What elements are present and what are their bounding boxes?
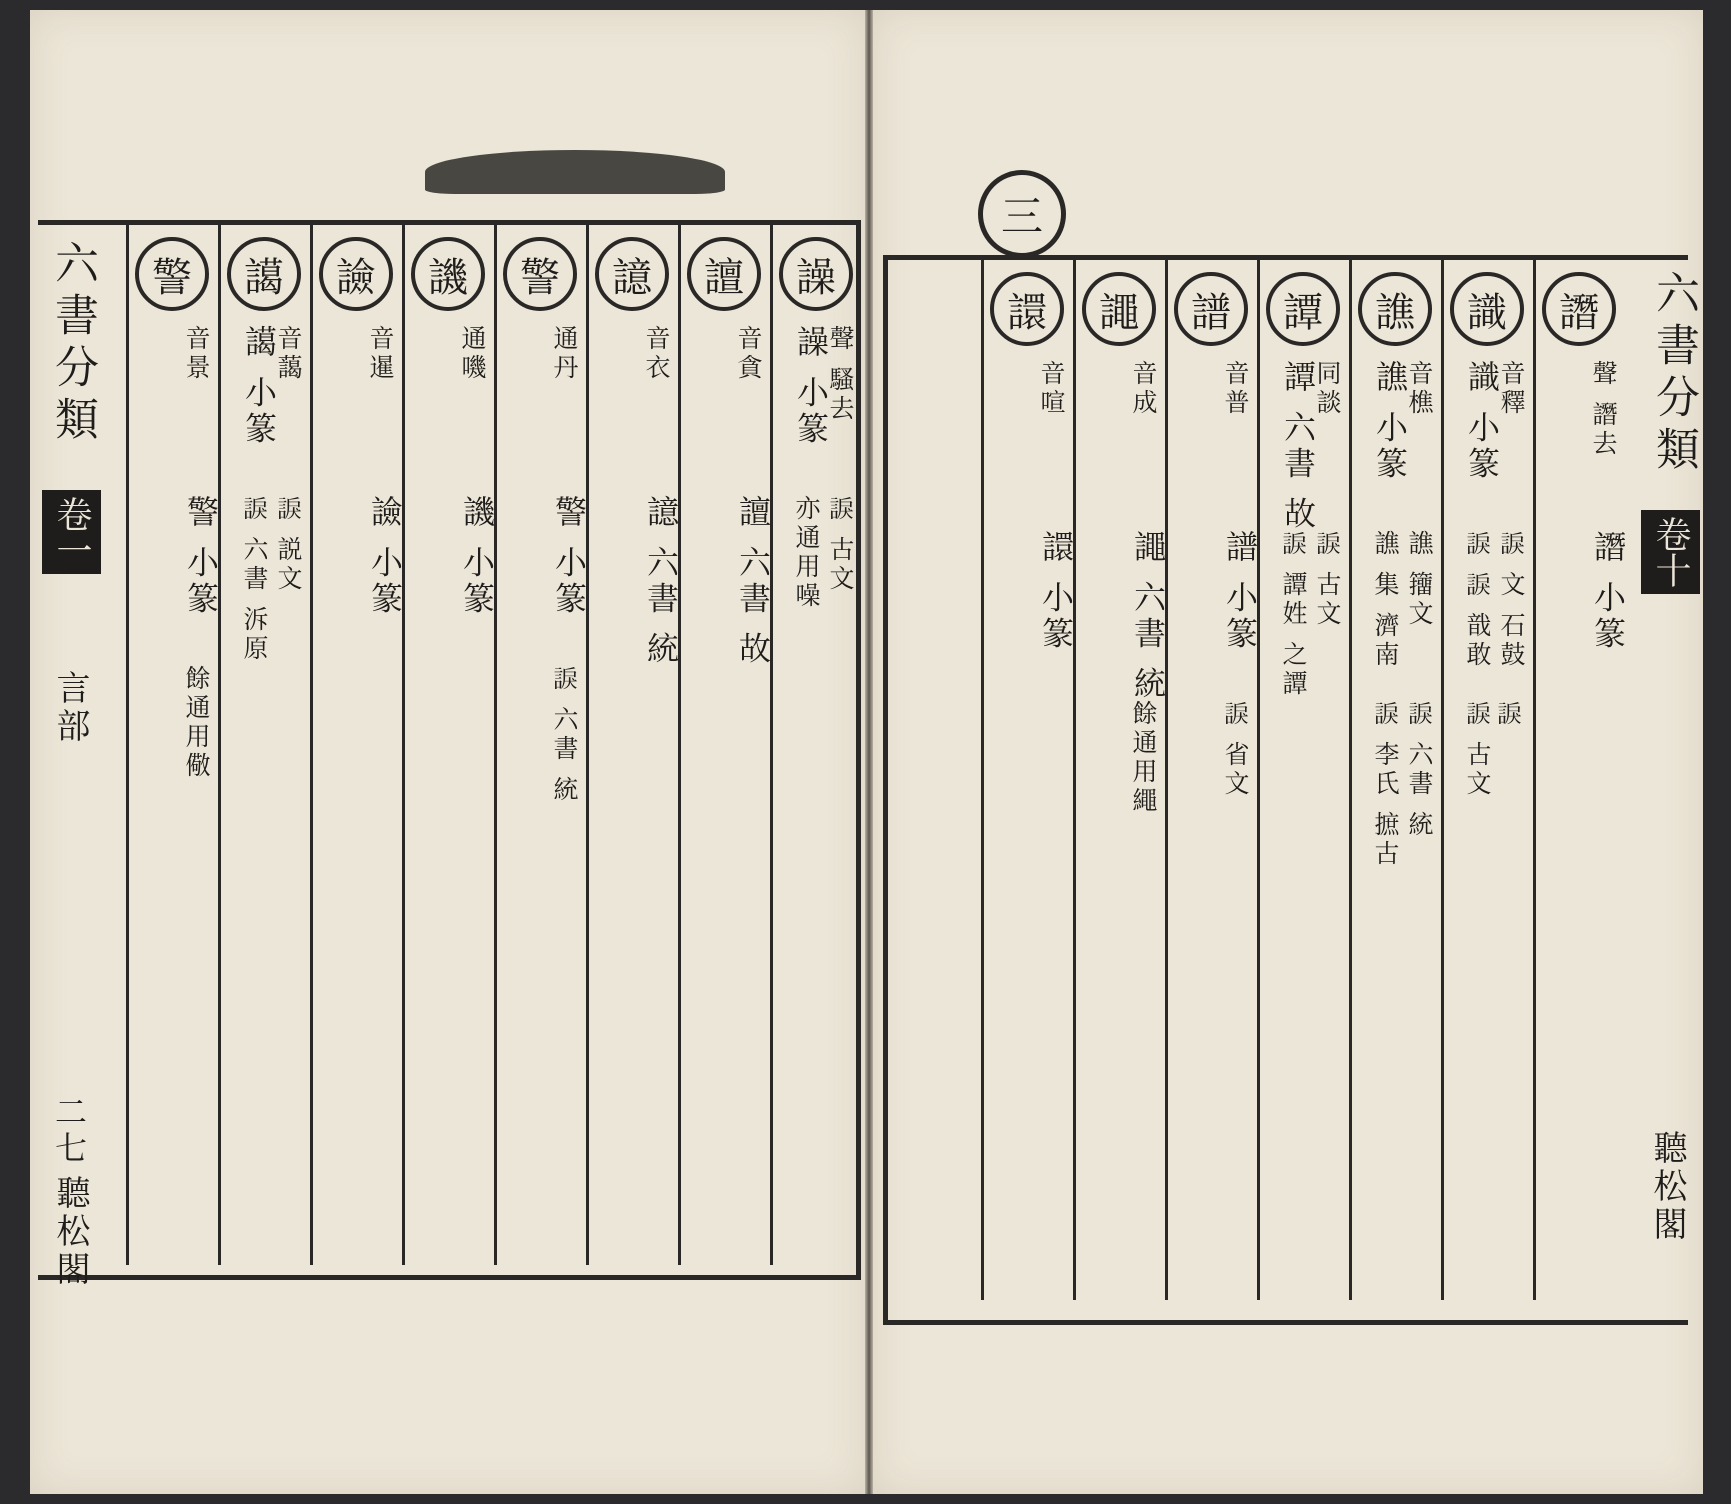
column-rule <box>494 225 497 1265</box>
entry-seal-character: 譠 <box>687 237 761 311</box>
entry-text: 譣 小篆 <box>366 495 404 618</box>
entry-text: 𧩈 六書 統 <box>1405 700 1434 840</box>
entry-text: 譠 六書 故 <box>734 495 772 668</box>
column-rule <box>1349 260 1352 1300</box>
entry-seal-character: 譚 <box>1266 272 1340 346</box>
left-publisher-mark: 聽松閣 <box>50 1175 90 1289</box>
column-rule <box>981 260 984 1300</box>
ink-smudge <box>425 150 725 194</box>
column-rule <box>1257 260 1260 1300</box>
column-rule <box>310 225 313 1265</box>
entry-text: 𧩈 古文 <box>1463 700 1492 799</box>
entry-seal-character: 譜 <box>1174 272 1248 346</box>
right-volume-tab: 卷十 <box>1641 510 1700 594</box>
entry-text: 𧩈 説文 <box>274 495 303 594</box>
entry-text: 𧩈 李氏 摭古 <box>1371 700 1400 869</box>
entry-text: 譙 籒文 <box>1405 530 1434 629</box>
entry-text: 通丹 <box>550 325 579 383</box>
entry-text: 音釋 <box>1497 360 1526 418</box>
entry-text: 譝 六書 統 <box>1129 530 1167 703</box>
entry-seal-character: 警 <box>503 237 577 311</box>
entry-seal-character: 譩 <box>595 237 669 311</box>
entry-text: 音暹 <box>366 325 395 383</box>
entry-seal-character: 譣 <box>319 237 393 311</box>
entry-seal-character: 譪 <box>227 237 301 311</box>
left-section-label: 言部 <box>50 670 90 746</box>
entry-seal-character: 譞 <box>990 272 1064 346</box>
page-number-seal: 三 <box>978 170 1066 258</box>
entry-text: 音喧 <box>1037 360 1066 418</box>
left-margin-title: 六書分類 <box>47 240 98 448</box>
entry-seal-character: 譏 <box>411 237 485 311</box>
column-rule <box>402 225 405 1265</box>
entry-text: 譟 小篆 <box>792 325 830 448</box>
entry-text: 譞 小篆 <box>1037 530 1075 653</box>
entry-text: 同談 <box>1313 360 1342 418</box>
entry-text: 警 小篆 <box>182 495 220 618</box>
entry-text: 𧩈 𧩈 戠敢 <box>1463 530 1492 670</box>
entry-text: 譪 小篆 <box>240 325 278 448</box>
column-rule <box>678 225 681 1265</box>
column-rule <box>1533 260 1536 1300</box>
entry-text: 亦通用噪 <box>792 495 821 611</box>
book-gutter <box>865 10 873 1494</box>
entry-text: 識 小篆 <box>1463 360 1501 483</box>
entry-text: 聲 譖去 <box>1589 360 1618 459</box>
entry-text: 音成 <box>1129 360 1158 418</box>
entry-text: 譩 六書 統 <box>642 495 680 668</box>
entry-text: 音貪 <box>734 325 763 383</box>
left-page <box>30 10 865 1494</box>
entry-text: 𧩈 譚姓 之譚 <box>1279 530 1308 699</box>
entry-text: 𧩈 古文 <box>826 495 855 594</box>
entry-text: 𧩈 六書 泝原 <box>240 495 269 664</box>
entry-text: 警 小篆 <box>550 495 588 618</box>
entry-text: 譜 小篆 <box>1221 530 1259 653</box>
entry-seal-character: 譖 <box>1542 272 1616 346</box>
entry-text: 𧩈 古文 <box>1313 530 1342 629</box>
entry-text: 譏 小篆 <box>458 495 496 618</box>
entry-text: 譚 六書 故 <box>1279 360 1317 533</box>
entry-text: 音衣 <box>642 325 671 383</box>
entry-text: 譙 集 濟南 <box>1371 530 1400 670</box>
entry-text: 𧩈 <box>1494 700 1523 729</box>
column-rule <box>1165 260 1168 1300</box>
entry-text: 譙 小篆 <box>1371 360 1409 483</box>
column-rule <box>770 225 773 1265</box>
entry-text: 通嘰 <box>458 325 487 383</box>
right-page <box>873 10 1703 1494</box>
entry-text: 𧩈 六書 統 <box>550 665 579 805</box>
left-volume-tab: 卷一 <box>42 490 101 574</box>
entry-seal-character: 譙 <box>1358 272 1432 346</box>
entry-text: 餘通用儆 <box>182 665 211 781</box>
column-rule <box>218 225 221 1265</box>
column-rule <box>586 225 589 1265</box>
entry-seal-character: 譝 <box>1082 272 1156 346</box>
column-rule <box>126 225 129 1265</box>
entry-text: 音普 <box>1221 360 1250 418</box>
entry-text: 餘通用繩 <box>1129 700 1158 816</box>
entry-text: 聲 騷去 <box>826 325 855 424</box>
right-margin-title: 六書分類 <box>1648 270 1699 478</box>
entry-seal-character: 識 <box>1450 272 1524 346</box>
left-folio-number: 二七 <box>50 1095 88 1167</box>
entry-seal-character: 譟 <box>779 237 853 311</box>
entry-text: 𧩈 省文 <box>1221 700 1250 799</box>
column-rule <box>1441 260 1444 1300</box>
entry-text: 音藹 <box>274 325 303 383</box>
entry-text: 𧩈 文 石鼓 <box>1497 530 1526 670</box>
column-rule <box>1073 260 1076 1300</box>
entry-text: 譖 小篆 <box>1589 530 1627 653</box>
entry-text: 音樵 <box>1405 360 1434 418</box>
right-publisher-mark: 聽松閣 <box>1647 1130 1687 1244</box>
entry-seal-character: 警 <box>135 237 209 311</box>
entry-text: 音景 <box>182 325 211 383</box>
